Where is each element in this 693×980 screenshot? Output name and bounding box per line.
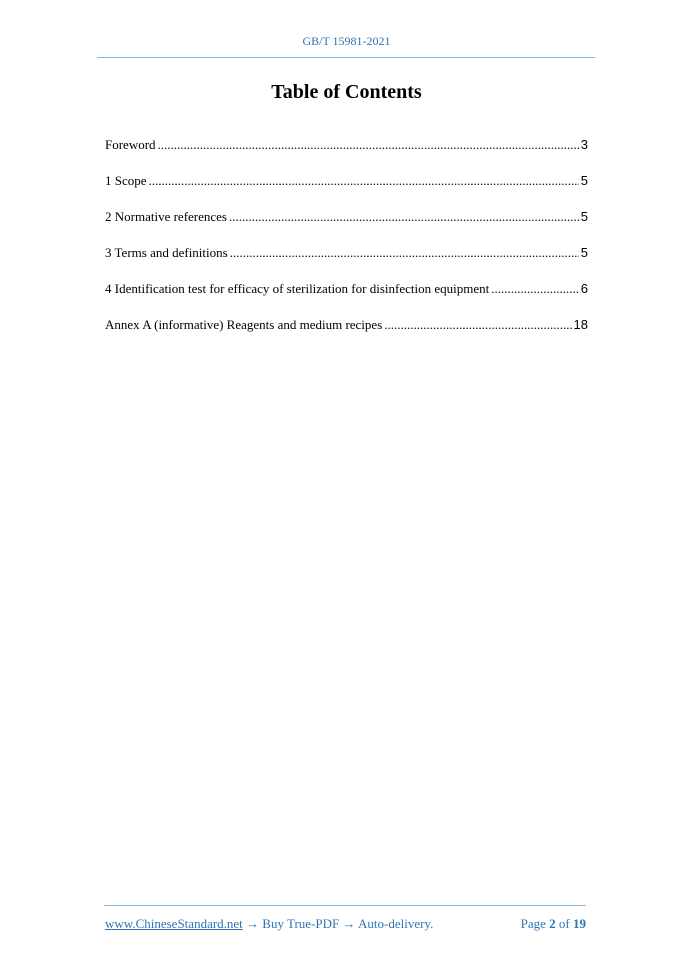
- toc-entry-label: 1 Scope: [105, 173, 147, 188]
- toc-dot-leader: [491, 281, 579, 297]
- toc-entry-foreword[interactable]: [105, 137, 588, 155]
- header-divider: [97, 57, 595, 58]
- toc-entry-label: 2 Normative references: [105, 209, 227, 224]
- page-title: Table of Contents: [271, 81, 422, 103]
- page-total: 19: [573, 916, 586, 931]
- toc-dot-leader: [149, 173, 579, 189]
- toc-entry-annex-a[interactable]: [105, 317, 588, 335]
- toc-dot-leader: [230, 245, 579, 261]
- toc-list: [105, 137, 588, 353]
- buy-pdf-text: Buy True-PDF: [262, 916, 340, 931]
- page-label: Page: [520, 916, 546, 931]
- toc-entry-page: 5: [580, 245, 588, 260]
- footer-promo: [105, 916, 433, 932]
- toc-entry-page: 3: [580, 137, 588, 152]
- toc-entry-page: 5: [580, 209, 588, 224]
- toc-entry-page: 5: [580, 173, 588, 188]
- toc-entry-terms-definitions[interactable]: [105, 245, 588, 263]
- site-link[interactable]: www.ChineseStandard.net: [105, 916, 243, 931]
- toc-entry-identification-test[interactable]: [105, 281, 588, 299]
- toc-entry-label: 3 Terms and definitions: [105, 245, 228, 260]
- arrow-right-icon: →: [342, 916, 356, 931]
- toc-entry-label: Foreword: [105, 137, 156, 152]
- toc-dot-leader: [229, 209, 579, 225]
- running-header: GB/T 15981-2021: [302, 34, 391, 48]
- page-current: 2: [549, 916, 556, 931]
- toc-entry-label: Annex A (informative) Reagents and medium recipes: [105, 317, 383, 332]
- auto-delivery-text: Auto-delivery.: [358, 916, 434, 931]
- toc-entry-label: 4 Identification test for efficacy of sterilization for disinfection equipment: [105, 281, 490, 296]
- toc-entry-page: 6: [580, 281, 588, 296]
- toc-entry-page: 18: [573, 317, 588, 332]
- toc-entry-normative-references[interactable]: [105, 209, 588, 227]
- toc-dot-leader: [158, 137, 579, 153]
- toc-dot-leader: [384, 317, 571, 333]
- footer-divider: [104, 905, 586, 906]
- page-of: of: [558, 916, 570, 931]
- page-footer: [105, 916, 586, 932]
- arrow-right-icon: →: [246, 916, 260, 931]
- page-number: [521, 916, 586, 932]
- toc-entry-scope[interactable]: [105, 173, 588, 191]
